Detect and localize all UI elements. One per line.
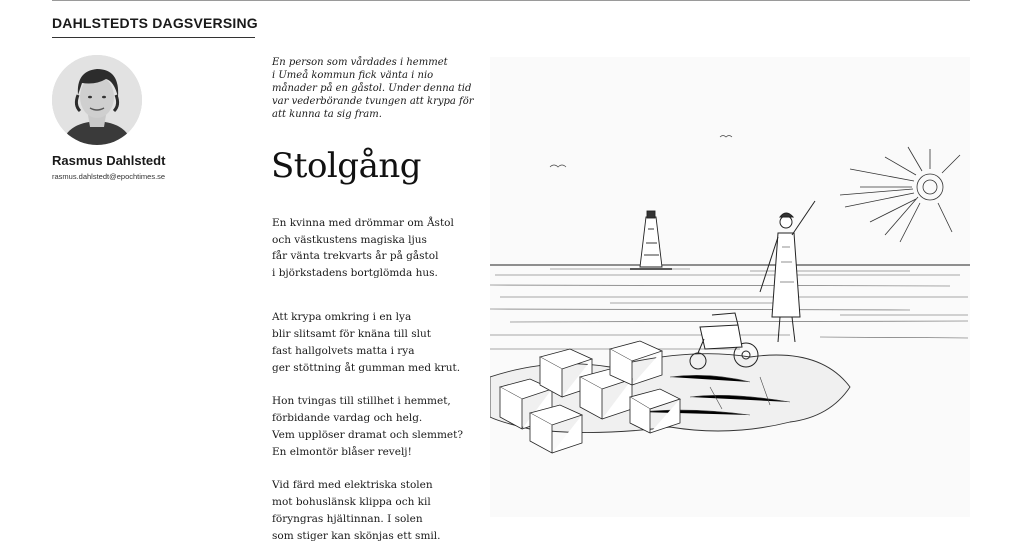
lede-line: att kunna ta sig fram. <box>272 109 382 120</box>
poem-line: mot bohuslänsk klippa och kil <box>272 496 431 509</box>
poem-stanza <box>272 477 487 544</box>
poem-line: Vem upplöser dramat och slemmet? <box>272 428 463 441</box>
poem-line: föryngras hjältinnan. I solen <box>272 512 423 525</box>
poem-line: ger stöttning åt gumman med krut. <box>272 361 461 374</box>
lede-line: En person som vårdades i hemmet <box>272 57 448 68</box>
poem-line: får vänta trekvarts år på gåstol <box>272 250 439 263</box>
poem-body <box>272 198 487 544</box>
author-avatar <box>52 55 142 145</box>
top-rule <box>52 0 970 1</box>
poem-line: blir slitsamt för knäna till slut <box>272 328 431 341</box>
poem-line: En kvinna med drömmar om Åstol <box>272 216 454 229</box>
poem-line: Att krypa omkring i en lya <box>272 311 412 324</box>
lede-line: månader på en gåstol. Under denna tid <box>272 83 472 94</box>
poem-stanza <box>272 393 487 460</box>
author-email-link[interactable]: rasmus.dahlstedt@epochtimes.se <box>52 172 166 181</box>
poem-line: som stiger kan skönjas ett smil. <box>272 529 441 542</box>
section-title: DAHLSTEDTS DAGSVERSING <box>52 15 258 31</box>
poem-line: i björkstadens bortglömda hus. <box>272 267 438 280</box>
lede-line: var vederbörande tvungen att krypa för <box>272 96 474 107</box>
poem-line: En elmontör blåser revelj! <box>272 445 412 458</box>
section-underline <box>52 37 255 38</box>
poem-line: Hon tvingas till stillhet i hemmet, <box>272 395 451 408</box>
author-name: Rasmus Dahlstedt <box>52 153 166 168</box>
poem-line: fast hallgolvets matta i rya <box>272 344 415 357</box>
seascape-drawing-icon <box>490 57 970 517</box>
author-portrait-icon <box>52 55 142 145</box>
poem-line: och västkustens magiska ljus <box>272 233 427 246</box>
lede-line: i Umeå kommun fick vänta i nio <box>272 70 434 81</box>
article-lede <box>272 56 487 121</box>
poem-line: Vid färd med elektriska stolen <box>272 479 433 492</box>
poem-stanza <box>272 309 487 376</box>
poem-title: Stolgång <box>271 146 421 186</box>
poem-illustration <box>490 57 970 517</box>
poem-line: förbidande vardag och helg. <box>272 412 423 425</box>
